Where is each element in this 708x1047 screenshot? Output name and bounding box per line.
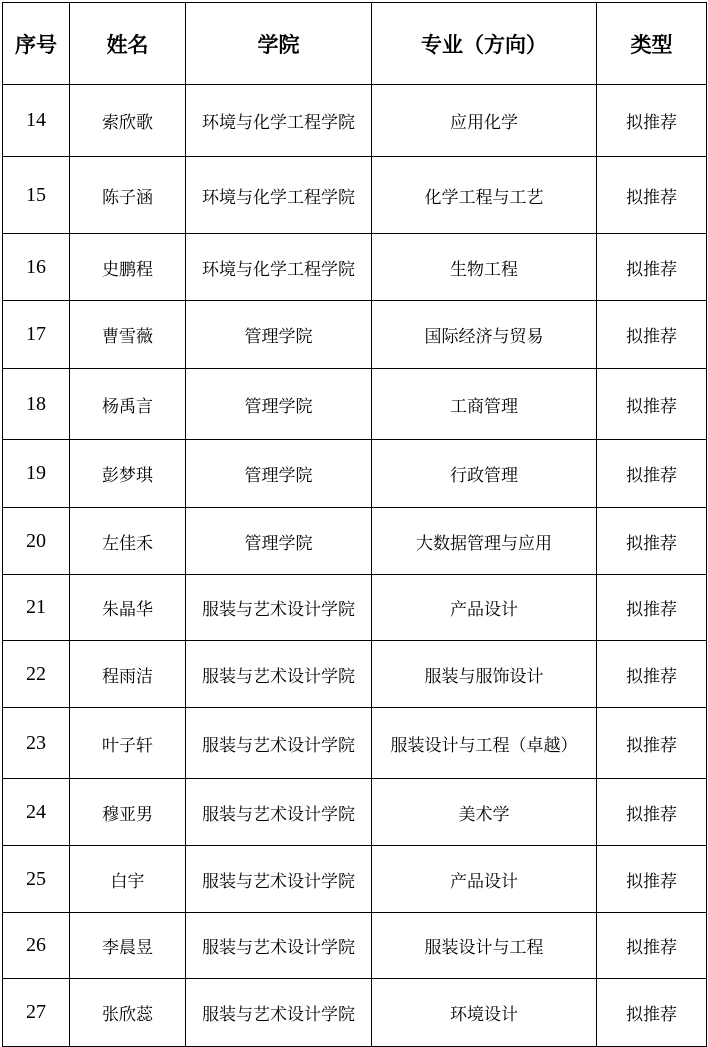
cell-major: 服装设计与工程（卓越） xyxy=(372,708,597,779)
header-row xyxy=(3,3,707,85)
cell-college: 服装与艺术设计学院 xyxy=(186,913,372,979)
cell-college: 管理学院 xyxy=(186,440,372,508)
cell-major: 工商管理 xyxy=(372,369,597,440)
cell-college: 环境与化学工程学院 xyxy=(186,234,372,301)
table-row xyxy=(3,846,707,913)
table-row xyxy=(3,979,707,1047)
table-row xyxy=(3,157,707,234)
cell-major: 大数据管理与应用 xyxy=(372,508,597,575)
cell-type: 拟推荐 xyxy=(597,779,707,846)
cell-type: 拟推荐 xyxy=(597,575,707,641)
table-row xyxy=(3,369,707,440)
cell-college: 服装与艺术设计学院 xyxy=(186,979,372,1047)
table-row xyxy=(3,85,707,157)
cell-no: 25 xyxy=(3,846,70,913)
cell-major: 化学工程与工艺 xyxy=(372,157,597,234)
cell-type: 拟推荐 xyxy=(597,708,707,779)
cell-no: 16 xyxy=(3,234,70,301)
header-name: 姓名 xyxy=(70,3,186,85)
cell-major: 国际经济与贸易 xyxy=(372,301,597,369)
cell-no: 26 xyxy=(3,913,70,979)
table-row xyxy=(3,301,707,369)
recommendation-table xyxy=(2,2,707,1047)
header-type: 类型 xyxy=(597,3,707,85)
cell-major: 服装设计与工程 xyxy=(372,913,597,979)
cell-college: 服装与艺术设计学院 xyxy=(186,708,372,779)
cell-type: 拟推荐 xyxy=(597,369,707,440)
header-major: 专业（方向） xyxy=(372,3,597,85)
cell-college: 管理学院 xyxy=(186,369,372,440)
cell-major: 生物工程 xyxy=(372,234,597,301)
cell-name: 索欣歌 xyxy=(70,85,186,157)
cell-college: 服装与艺术设计学院 xyxy=(186,846,372,913)
table-row xyxy=(3,440,707,508)
table-row xyxy=(3,708,707,779)
cell-type: 拟推荐 xyxy=(597,979,707,1047)
cell-no: 24 xyxy=(3,779,70,846)
cell-no: 23 xyxy=(3,708,70,779)
cell-college: 环境与化学工程学院 xyxy=(186,85,372,157)
cell-name: 李晨昱 xyxy=(70,913,186,979)
cell-name: 程雨洁 xyxy=(70,641,186,708)
cell-college: 服装与艺术设计学院 xyxy=(186,575,372,641)
cell-type: 拟推荐 xyxy=(597,301,707,369)
cell-type: 拟推荐 xyxy=(597,85,707,157)
cell-type: 拟推荐 xyxy=(597,641,707,708)
cell-type: 拟推荐 xyxy=(597,913,707,979)
table-row xyxy=(3,508,707,575)
cell-type: 拟推荐 xyxy=(597,234,707,301)
cell-name: 叶子轩 xyxy=(70,708,186,779)
cell-type: 拟推荐 xyxy=(597,157,707,234)
header-college: 学院 xyxy=(186,3,372,85)
cell-name: 白宇 xyxy=(70,846,186,913)
cell-no: 19 xyxy=(3,440,70,508)
cell-college: 管理学院 xyxy=(186,301,372,369)
cell-major: 产品设计 xyxy=(372,846,597,913)
cell-name: 陈子涵 xyxy=(70,157,186,234)
header-no: 序号 xyxy=(3,3,70,85)
table-row xyxy=(3,575,707,641)
cell-no: 27 xyxy=(3,979,70,1047)
cell-major: 环境设计 xyxy=(372,979,597,1047)
cell-type: 拟推荐 xyxy=(597,508,707,575)
cell-name: 朱晶华 xyxy=(70,575,186,641)
cell-name: 史鹏程 xyxy=(70,234,186,301)
table-row xyxy=(3,234,707,301)
table-row xyxy=(3,779,707,846)
cell-name: 曹雪薇 xyxy=(70,301,186,369)
cell-college: 环境与化学工程学院 xyxy=(186,157,372,234)
cell-type: 拟推荐 xyxy=(597,440,707,508)
cell-no: 14 xyxy=(3,85,70,157)
cell-no: 18 xyxy=(3,369,70,440)
cell-name: 左佳禾 xyxy=(70,508,186,575)
cell-name: 穆亚男 xyxy=(70,779,186,846)
cell-major: 应用化学 xyxy=(372,85,597,157)
cell-no: 17 xyxy=(3,301,70,369)
cell-major: 服装与服饰设计 xyxy=(372,641,597,708)
cell-no: 22 xyxy=(3,641,70,708)
cell-no: 20 xyxy=(3,508,70,575)
table-row xyxy=(3,913,707,979)
table-row xyxy=(3,641,707,708)
cell-major: 产品设计 xyxy=(372,575,597,641)
cell-major: 行政管理 xyxy=(372,440,597,508)
cell-type: 拟推荐 xyxy=(597,846,707,913)
cell-no: 15 xyxy=(3,157,70,234)
cell-name: 彭梦琪 xyxy=(70,440,186,508)
cell-no: 21 xyxy=(3,575,70,641)
table-body xyxy=(3,85,707,1047)
cell-name: 张欣蕊 xyxy=(70,979,186,1047)
cell-college: 服装与艺术设计学院 xyxy=(186,641,372,708)
cell-college: 服装与艺术设计学院 xyxy=(186,779,372,846)
cell-major: 美术学 xyxy=(372,779,597,846)
cell-name: 杨禹言 xyxy=(70,369,186,440)
cell-college: 管理学院 xyxy=(186,508,372,575)
